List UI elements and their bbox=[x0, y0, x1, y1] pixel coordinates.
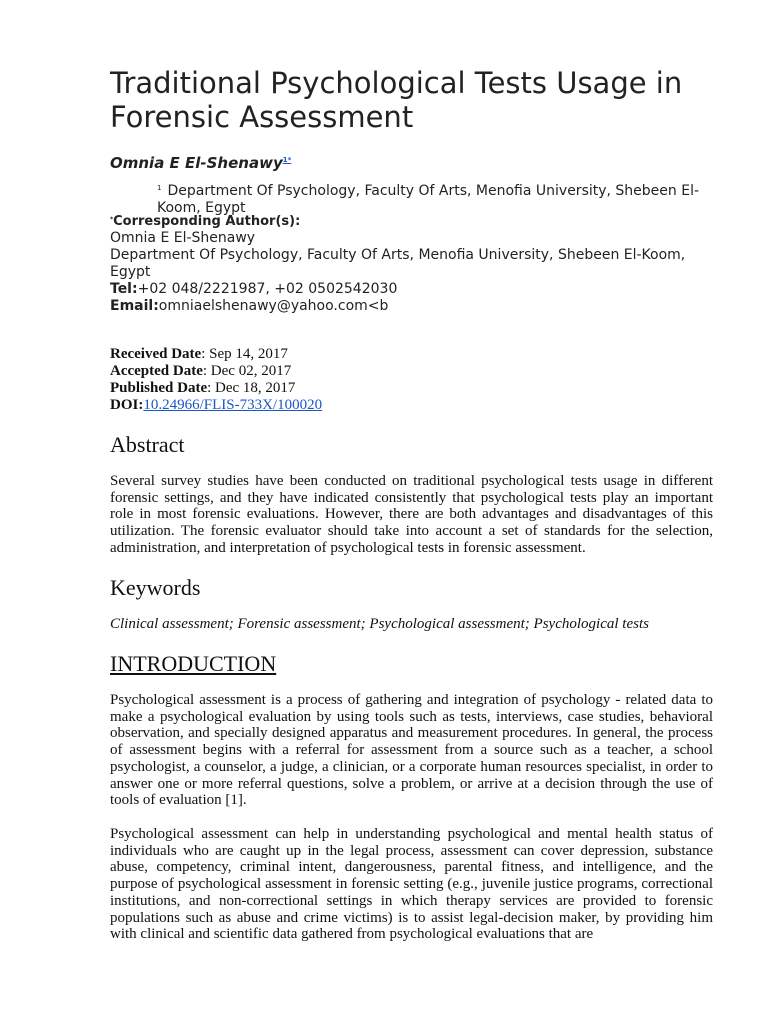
corresponding-author-heading bbox=[110, 212, 713, 230]
published-label: Published Date bbox=[110, 380, 208, 396]
doi-link[interactable]: 10.24966/FLIS-733X/100020 bbox=[143, 397, 323, 413]
tel-value: +02 048/2221987, +02 0502542030 bbox=[137, 281, 398, 297]
tel-label: Tel: bbox=[110, 281, 138, 297]
accepted-date bbox=[110, 363, 322, 380]
received-label: Received Date bbox=[110, 346, 202, 362]
author-name-text: Omnia E El-Shenawy bbox=[110, 154, 283, 172]
affiliation-text: Department Of Psychology, Faculty Of Arts, Menofia University, Shebeen El-Koom, Egypt bbox=[157, 183, 700, 216]
article-dates bbox=[110, 346, 322, 414]
corresponding-marker: * bbox=[110, 216, 114, 223]
doi-line bbox=[110, 397, 322, 414]
email-label: Email: bbox=[110, 298, 159, 314]
affiliation-marker: 1 bbox=[157, 184, 162, 192]
received-date bbox=[110, 346, 322, 363]
abstract-heading: Abstract bbox=[110, 432, 185, 457]
corresponding-author-block bbox=[110, 212, 713, 315]
corresponding-heading-text: Corresponding Author(s): bbox=[113, 214, 301, 229]
introduction-paragraph-1: Psychological assessment is a process of gathering and integration of psychology - related data to make a psychological evaluation by using tools such as tests, interviews, case studies, behavioral observation, and specially designed apparatus and measurement procedures. In general, the process of assessment begins with a referral for assessment from a source such as a teacher, a school psychologist, a counselor, a judge, a clinician, or a corporate human resources specialist, in order to answer one or more referral questions, solve a problem, or arrive at a decision through the use of tools of evaluation [1]. bbox=[110, 692, 713, 809]
email-value: omniaelshenawy@yahoo.com<b bbox=[158, 298, 389, 314]
published-date bbox=[110, 380, 322, 397]
keywords-text: Clinical assessment; Forensic assessment; Psychological assessment; Psychological tests bbox=[110, 616, 649, 632]
doi-label: DOI: bbox=[110, 397, 144, 413]
corresponding-department: Department Of Psychology, Faculty Of Arts, Menofia University, Shebeen El-Koom, Egypt bbox=[110, 247, 686, 280]
abstract-text: Several survey studies have been conducted on traditional psychological tests usage in different forensic settings, and they have indicated consistently that psychological tests play an important role in most forensic evaluations. However, there are both advantages and disadvantages of this utilization. The forensic evaluator should take into account a set of standards for the selection, administration, and interpretation of psychological tests in forensic assessment. bbox=[110, 473, 713, 556]
keywords-heading: Keywords bbox=[110, 575, 201, 600]
introduction-paragraph-2: Psychological assessment can help in understanding psychological and mental health status of individuals who are caught up in the legal process, assessment can cover depression, substance abuse, competency, criminal intent, dangerousness, parental fitness, and intelligence, and the purpose of psychological assessment in forensic setting (e.g., juvenile justice programs, correctional institutions, and non-correctional settings in which therapy services are provided to forensic populations such as abuse and crime victims) is to assist legal-decision maker, by providing him with clinical and scientific data gathered from psychological evaluations that are bbox=[110, 826, 713, 943]
author-affiliation-link[interactable]: 1* bbox=[282, 156, 292, 164]
author-name bbox=[110, 154, 291, 172]
published-value: : Dec 18, 2017 bbox=[207, 380, 296, 396]
accepted-value: : Dec 02, 2017 bbox=[202, 363, 292, 379]
corresponding-tel bbox=[110, 281, 713, 298]
corresponding-email bbox=[110, 298, 713, 315]
accepted-label: Accepted Date bbox=[110, 363, 203, 379]
introduction-heading: INTRODUCTION bbox=[110, 651, 277, 676]
article-title: Traditional Psychological Tests Usage in Forensic Assessment bbox=[110, 66, 683, 134]
corresponding-name: Omnia E El-Shenawy bbox=[110, 230, 256, 246]
received-value: : Sep 14, 2017 bbox=[201, 346, 288, 362]
